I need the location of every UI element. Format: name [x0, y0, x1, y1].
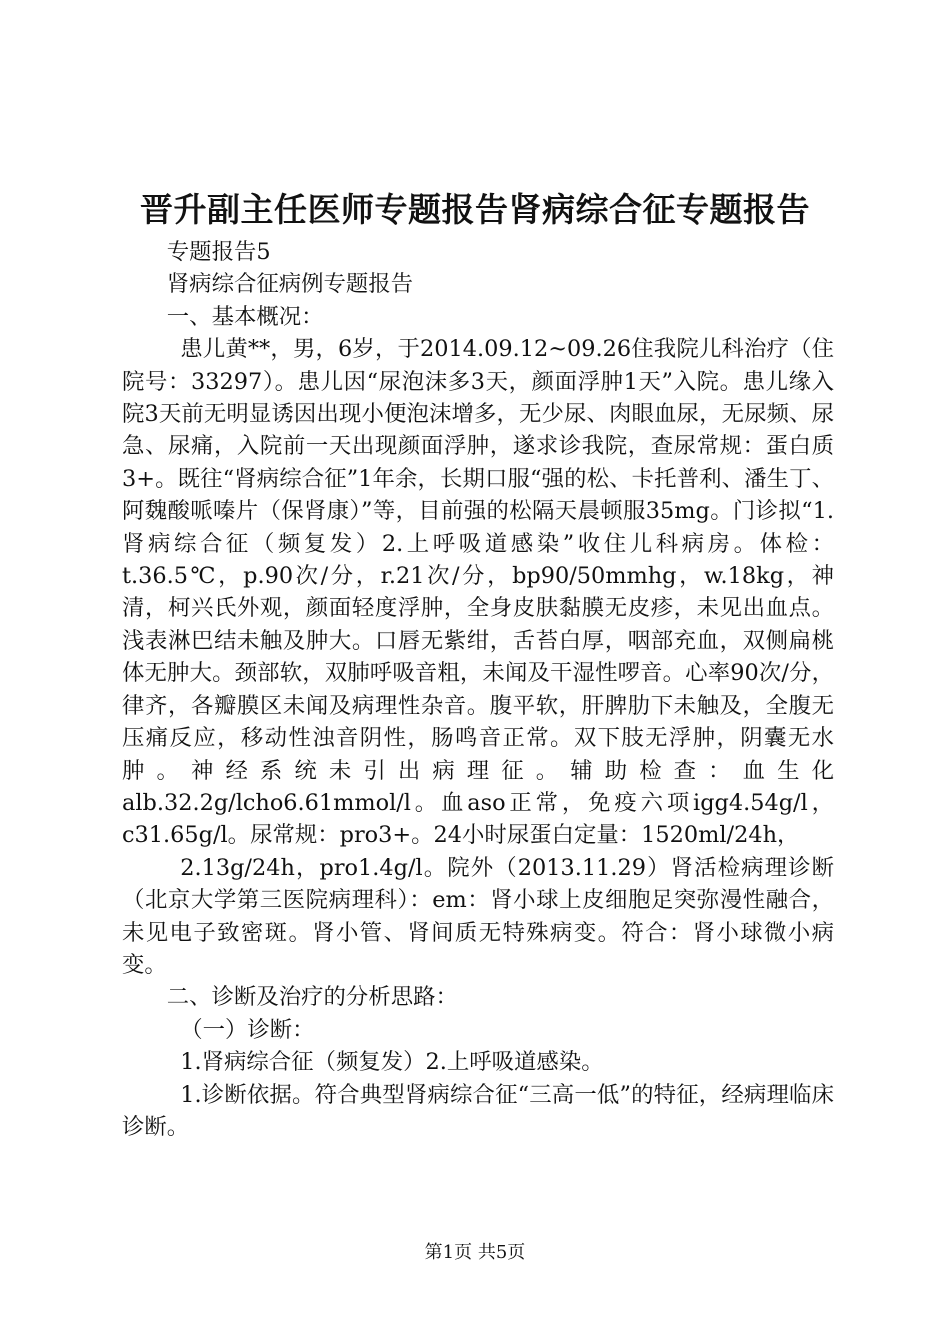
section-heading-basic-info: 一、基本概况：	[166, 303, 324, 330]
paragraph-diagnosis-list: 1.肾病综合征（频复发）2.上呼吸道感染。	[180, 1049, 604, 1076]
paragraph-report-subtitle: 肾病综合征病例专题报告	[166, 271, 414, 298]
document-title: 晋升副主任医师专题报告肾病综合征专题报告	[140, 190, 810, 229]
paragraph-biopsy-result: 2.13g/24h，pro1.4g/l。院外（2013.11.29）肾活检病理诊断（北京大学第三医院病理科）：em：肾小球上皮细胞足突弥漫性融合，未见电子致密斑。肾小管、肾间质无特殊病变。符合：肾小球微小病变。	[122, 854, 834, 978]
document-body	[122, 236, 834, 1143]
paragraph-diagnosis-basis: 1.诊断依据。符合典型肾病综合征“三高一低”的特征，经病理临床诊断。	[122, 1081, 834, 1140]
section-heading-diagnosis-analysis: 二、诊断及治疗的分析思路：	[166, 984, 458, 1011]
paragraph-case-history: 患儿黄**，男，6岁，于2014.09.12~09.26住我院儿科治疗（住院号：33297）。患儿因“尿泡沫多3天，颜面浮肿1天”入院。患儿缘入院3天前无明显诱因出现小便泡沫增多，无少尿、肉眼血尿，无尿频、尿急、尿痛，入院前一天出现颜面浮肿，遂求诊我院，查尿常规：蛋白质3+。既往“肾病综合征”1年余，长期口服“强的松、卡托普利、潘生丁、阿魏酸哌嗪片（保肾康）”等，目前强的松隔天晨顿服35mg。门诊拟“1.肾病综合征（频复发）2.上呼吸道感染”收住儿科病房。体检：t.36.5℃，p.90次/分，r.21次/分，bp90/50mmhg，w.18kg，神清，柯兴氏外观，颜面轻度浮肿，全身皮肤黏膜无皮疹，未见出血点。浅表淋巴结未触及肿大。口唇无紫绀，舌苔白厚，咽部充血，双侧扁桃体无肿大。颈部软，双肺呼吸音粗，未闻及干湿性啰音。心率90次/分，律齐，各瓣膜区未闻及病理性杂音。腹平软，肝脾肋下未触及，全腹无压痛反应，移动性浊音阴性，肠鸣音正常。双下肢无浮肿，阴囊无水肿。神经系统未引出病理征。辅助检查：血生化alb.32.2g/lcho6.61mmol/l。血aso正常，免疫六项igg4.54g/l，c31.65g/l。尿常规：pro3+。24小时尿蛋白定量：1520ml/24h，	[122, 336, 834, 849]
paragraph-report-number: 专题报告5	[166, 239, 271, 265]
page-footer: 第1页 共5页	[424, 1242, 526, 1263]
subsection-heading-diagnosis: （一）诊断：	[180, 1016, 315, 1043]
